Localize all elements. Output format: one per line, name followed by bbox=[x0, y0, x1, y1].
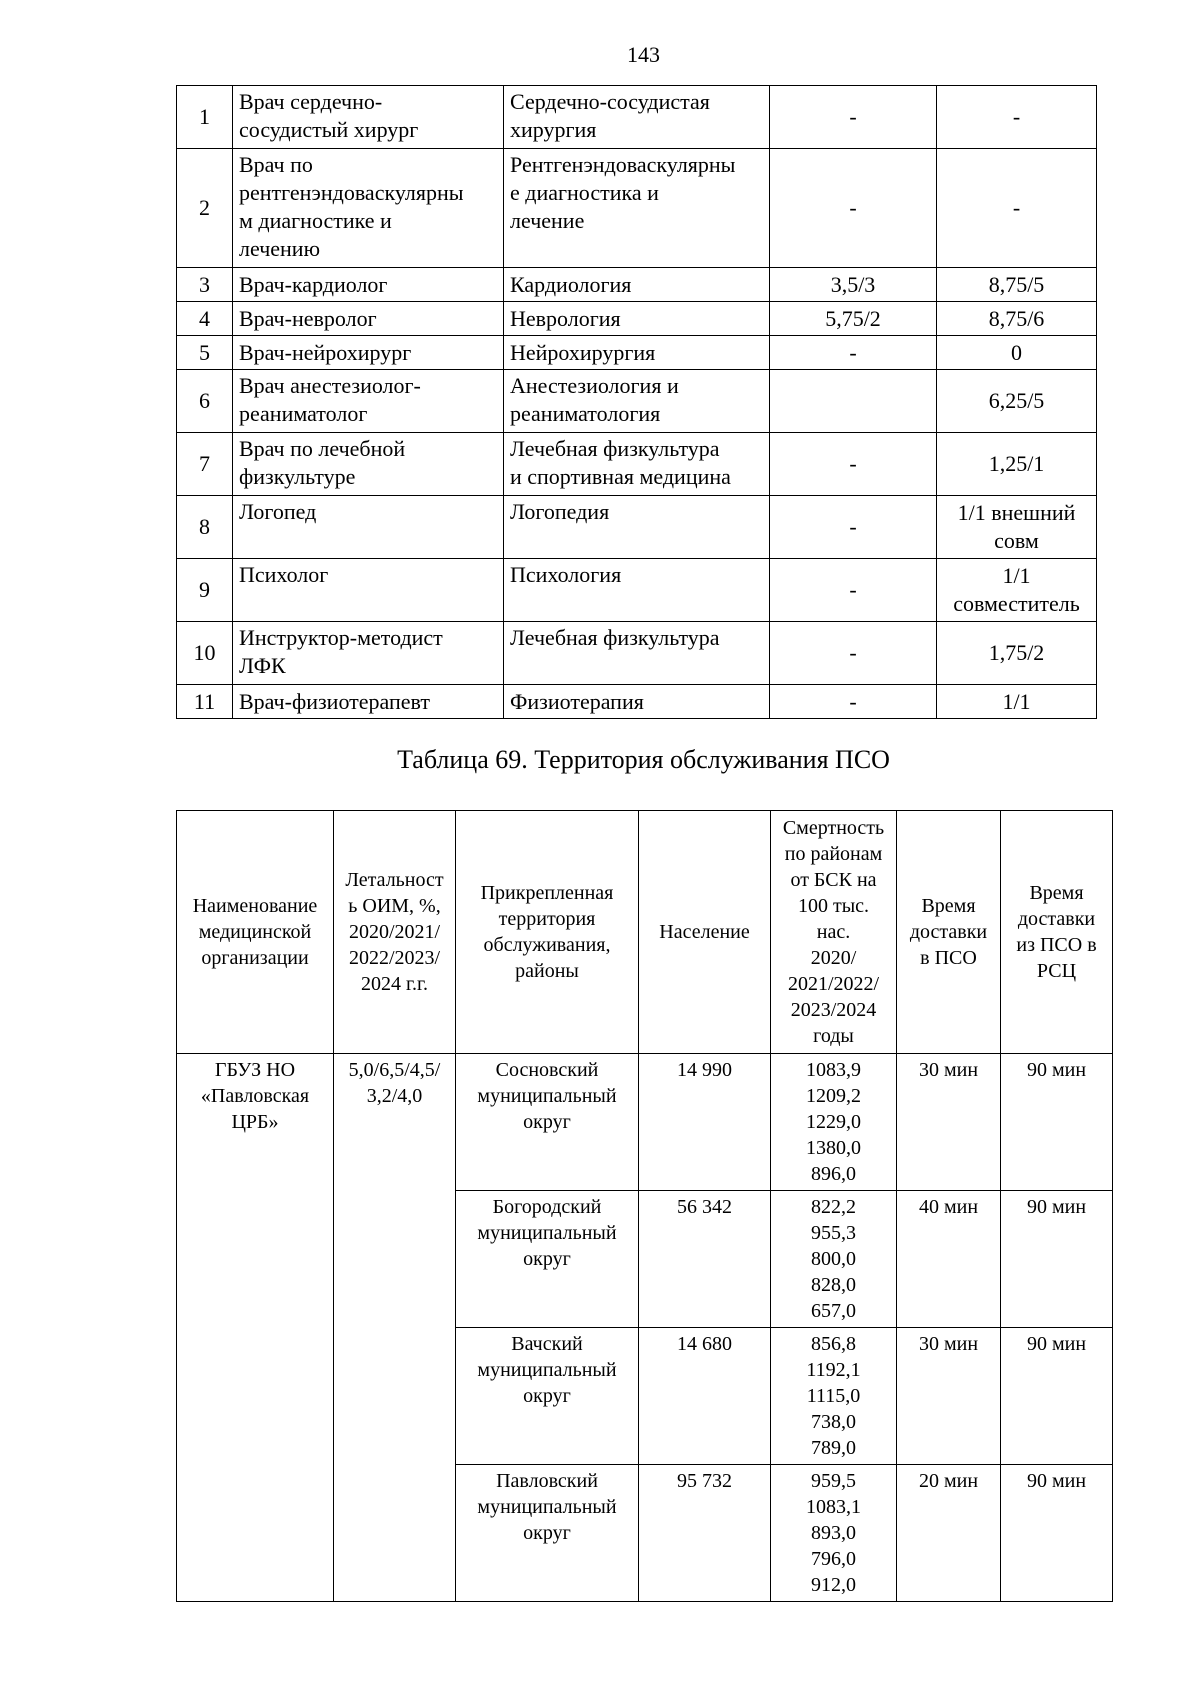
page-number: 143 bbox=[627, 42, 660, 67]
position-cell: Врач по рентгенэндоваскулярны м диагностике и лечению bbox=[233, 149, 504, 268]
row-number: 10 bbox=[177, 622, 233, 685]
header-row bbox=[177, 811, 1113, 1054]
position-cell: Врач по лечебной физкультуре bbox=[233, 433, 504, 496]
territory-cell: Вачский муниципальный округ bbox=[456, 1328, 639, 1465]
mortality-cell: 959,5 1083,1 893,0 796,0 912,0 bbox=[771, 1465, 897, 1602]
mortality-cell: 1083,9 1209,2 1229,0 1380,0 896,0 bbox=[771, 1054, 897, 1191]
specialty-cell: Физиотерапия bbox=[504, 685, 770, 719]
column-header-delivery-rsc: Время доставки из ПСО в РСЦ bbox=[1001, 811, 1113, 1054]
table-row bbox=[177, 336, 1097, 370]
value-cell: 1,25/1 bbox=[937, 433, 1097, 496]
territory-table bbox=[176, 810, 1113, 1602]
row-number: 8 bbox=[177, 496, 233, 559]
territory-cell: Павловский муниципальный округ bbox=[456, 1465, 639, 1602]
value-cell: 1,75/2 bbox=[937, 622, 1097, 685]
value-cell: 8,75/6 bbox=[937, 302, 1097, 336]
delivery-pso-cell: 30 мин bbox=[897, 1054, 1001, 1191]
delivery-rsc-cell: 90 мин bbox=[1001, 1191, 1113, 1328]
value-cell: 0 bbox=[937, 336, 1097, 370]
population-cell: 56 342 bbox=[639, 1191, 771, 1328]
table-row bbox=[177, 622, 1097, 685]
table-row bbox=[177, 496, 1097, 559]
row-number: 6 bbox=[177, 370, 233, 433]
row-number: 4 bbox=[177, 302, 233, 336]
table-row bbox=[177, 86, 1097, 149]
specialty-cell: Неврология bbox=[504, 302, 770, 336]
mortality-cell: 822,2 955,3 800,0 828,0 657,0 bbox=[771, 1191, 897, 1328]
row-number: 7 bbox=[177, 433, 233, 496]
table-caption: Таблица 69. Территория обслуживания ПСО bbox=[397, 745, 890, 774]
delivery-pso-cell: 30 мин bbox=[897, 1328, 1001, 1465]
staff-table bbox=[176, 85, 1097, 719]
position-cell: Врач сердечно- сосудистый хирург bbox=[233, 86, 504, 149]
value-cell: 8,75/5 bbox=[937, 268, 1097, 302]
specialty-cell: Рентгенэндоваскулярны е диагностика и лечение bbox=[504, 149, 770, 268]
lethality-cell: 5,0/6,5/4,5/ 3,2/4,0 bbox=[334, 1054, 456, 1602]
column-header-territory: Прикрепленная территория обслуживания, районы bbox=[456, 811, 639, 1054]
column-header-organization: Наименование медицинской организации bbox=[177, 811, 334, 1054]
mortality-cell: 856,8 1192,1 1115,0 738,0 789,0 bbox=[771, 1328, 897, 1465]
delivery-rsc-cell: 90 мин bbox=[1001, 1054, 1113, 1191]
column-header-mortality: Смертность по районам от БСК на 100 тыс. нас. 2020/ 2021/2022/ 2023/2024 годы bbox=[771, 811, 897, 1054]
specialty-cell: Сердечно-сосудистая хирургия bbox=[504, 86, 770, 149]
position-cell: Врач-нейрохирург bbox=[233, 336, 504, 370]
specialty-cell: Психология bbox=[504, 559, 770, 622]
position-cell: Врач-кардиолог bbox=[233, 268, 504, 302]
value-cell: - bbox=[770, 86, 937, 149]
table-row bbox=[177, 302, 1097, 336]
delivery-rsc-cell: 90 мин bbox=[1001, 1328, 1113, 1465]
value-cell: 1/1 внешний совм bbox=[937, 496, 1097, 559]
position-cell: Врач-невролог bbox=[233, 302, 504, 336]
row-number: 11 bbox=[177, 685, 233, 719]
row-number: 1 bbox=[177, 86, 233, 149]
column-header-delivery-pso: Время доставки в ПСО bbox=[897, 811, 1001, 1054]
position-cell: Врач анестезиолог- реаниматолог bbox=[233, 370, 504, 433]
territory-cell: Сосновский муниципальный округ bbox=[456, 1054, 639, 1191]
value-cell: 6,25/5 bbox=[937, 370, 1097, 433]
value-cell: - bbox=[770, 559, 937, 622]
row-number: 2 bbox=[177, 149, 233, 268]
specialty-cell: Лечебная физкультура и спортивная медицина bbox=[504, 433, 770, 496]
position-cell: Психолог bbox=[233, 559, 504, 622]
value-cell: - bbox=[937, 86, 1097, 149]
table-row bbox=[177, 370, 1097, 433]
position-cell: Врач-физиотерапевт bbox=[233, 685, 504, 719]
table-row bbox=[177, 685, 1097, 719]
value-cell: - bbox=[770, 149, 937, 268]
specialty-cell: Логопедия bbox=[504, 496, 770, 559]
row-number: 9 bbox=[177, 559, 233, 622]
delivery-pso-cell: 40 мин bbox=[897, 1191, 1001, 1328]
specialty-cell: Нейрохирургия bbox=[504, 336, 770, 370]
value-cell: 3,5/3 bbox=[770, 268, 937, 302]
value-cell: 1/1 совместитель bbox=[937, 559, 1097, 622]
row-number: 5 bbox=[177, 336, 233, 370]
delivery-pso-cell: 20 мин bbox=[897, 1465, 1001, 1602]
specialty-cell: Кардиология bbox=[504, 268, 770, 302]
specialty-cell: Анестезиология и реаниматология bbox=[504, 370, 770, 433]
position-cell: Логопед bbox=[233, 496, 504, 559]
value-cell: - bbox=[770, 433, 937, 496]
value-cell bbox=[770, 370, 937, 433]
table-row bbox=[177, 149, 1097, 268]
population-cell: 14 680 bbox=[639, 1328, 771, 1465]
table-row bbox=[177, 1054, 1113, 1191]
value-cell: - bbox=[937, 149, 1097, 268]
table-row bbox=[177, 559, 1097, 622]
value-cell: - bbox=[770, 622, 937, 685]
value-cell: - bbox=[770, 496, 937, 559]
value-cell: 1/1 bbox=[937, 685, 1097, 719]
specialty-cell: Лечебная физкультура bbox=[504, 622, 770, 685]
table-row bbox=[177, 268, 1097, 302]
value-cell: - bbox=[770, 336, 937, 370]
population-cell: 14 990 bbox=[639, 1054, 771, 1191]
column-header-population: Население bbox=[639, 811, 771, 1054]
organization-cell: ГБУЗ НО «Павловская ЦРБ» bbox=[177, 1054, 334, 1602]
delivery-rsc-cell: 90 мин bbox=[1001, 1465, 1113, 1602]
row-number: 3 bbox=[177, 268, 233, 302]
position-cell: Инструктор-методист ЛФК bbox=[233, 622, 504, 685]
population-cell: 95 732 bbox=[639, 1465, 771, 1602]
column-header-lethality: Летальност ь ОИМ, %, 2020/2021/ 2022/2023/ 2024 г.г. bbox=[334, 811, 456, 1054]
territory-cell: Богородский муниципальный округ bbox=[456, 1191, 639, 1328]
value-cell: 5,75/2 bbox=[770, 302, 937, 336]
table-row bbox=[177, 433, 1097, 496]
value-cell: - bbox=[770, 685, 937, 719]
